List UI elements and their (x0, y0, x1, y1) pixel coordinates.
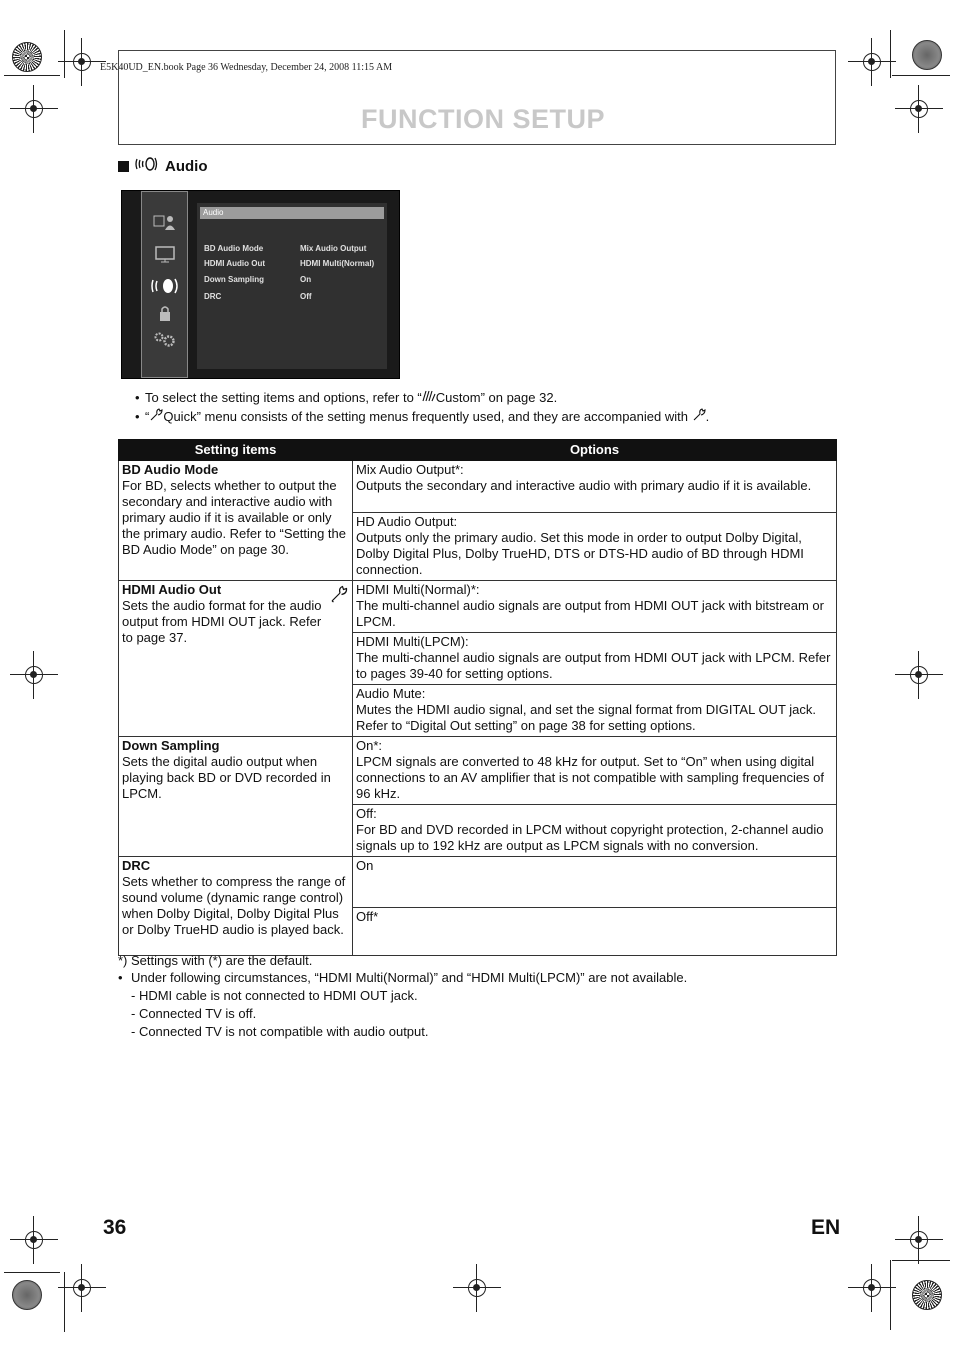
option-cell (353, 581, 837, 633)
option-text: Outputs only the primary audio. Set this mode in order to output Dolby Digital, Dolby Digital Plus, Dolby TrueHD, DTS or DTS-HD audio of BD through HDMI connection. (356, 530, 804, 577)
option-title: HDMI Multi(Normal)*: (356, 582, 480, 597)
quick-link[interactable]: Quick (163, 409, 197, 424)
option-title: HDMI Multi(LPCM): (356, 634, 469, 649)
table-header-options: Options (353, 440, 837, 461)
bullet-item: • To select the setting items and options, refer to “ Custom” on page 32. (135, 388, 709, 407)
note-item: - Connected TV is off. (131, 1006, 257, 1021)
speaker-sound-icon (150, 275, 180, 297)
option-title: HD Audio Output: (356, 514, 458, 529)
registration-mark (22, 663, 46, 687)
table-row (119, 581, 837, 633)
menu-row-label: HDMI Audio Out (204, 259, 266, 268)
setting-item-cell (119, 581, 353, 737)
table-row (119, 857, 837, 908)
option-text: For BD and DVD recorded in LPCM without copyright protection, 2-channel audio signals up to 192 kHz are output as LPCM signals with no conversion. (356, 822, 824, 853)
registration-mark (907, 97, 931, 121)
setting-item-description: Sets the digital audio output when playing back BD or DVD recorded in LPCM. (122, 754, 331, 801)
option-cell (353, 685, 837, 737)
option-text: Mutes the HDMI audio signal, and set the signal format from DIGITAL OUT jack. Refer to “Digital Out setting” on page 38 for setting options. (356, 702, 816, 733)
registration-mark (22, 1228, 46, 1252)
wrench-icon (149, 409, 163, 424)
setting-item-cell (119, 737, 353, 857)
color-registration-disc (12, 42, 42, 72)
language-label: EN (811, 1216, 841, 1239)
default-note: *) Settings with (*) are the default. (118, 953, 313, 968)
option-title: On (356, 858, 374, 873)
table-row (119, 737, 837, 805)
audio-menu-screenshot (121, 190, 400, 379)
color-registration-disc (912, 1280, 942, 1310)
option-cell (353, 737, 837, 805)
setting-item-description: For BD, selects whether to output the secondary and interactive audio with primary audio if it is available or only the primary audio. Refer to “Setting the BD Audio Mode” on page 30. (122, 478, 347, 557)
registration-mark (907, 663, 931, 687)
registration-mark (860, 1276, 884, 1300)
menu-row-label: Down Sampling (204, 275, 264, 284)
option-text: The multi-channel audio signals are output from HDMI OUT jack with bitstream or LPCM. (356, 598, 824, 629)
setting-item-name: DRC (122, 858, 151, 873)
speaker-sound-icon (135, 155, 159, 177)
bullet-item: • “ Quick” menu consists of the setting menus frequently used, and they are accompanied with . (135, 407, 709, 426)
note-bullet: • Under following circumstances, “HDMI Multi(Normal)” and “HDMI Multi(LPCM)” are not available. (118, 970, 688, 985)
note-item: - HDMI cable is not connected to HDMI OUT jack. (131, 988, 418, 1003)
menu-header: Audio (200, 207, 384, 219)
note-item: - Connected TV is not compatible with audio output. (131, 1024, 429, 1039)
setting-item-name: HDMI Audio Out (122, 582, 222, 597)
trim-line (64, 30, 65, 78)
option-cell (353, 461, 837, 513)
quick-wrench-icon (330, 585, 348, 603)
trim-line (890, 30, 891, 78)
option-title: Off: (356, 806, 377, 821)
square-bullet-icon (118, 161, 129, 172)
option-cell (353, 805, 837, 857)
registration-mark (70, 1276, 94, 1300)
custom-icon (422, 390, 436, 405)
option-cell (353, 633, 837, 685)
book-info: E5K40UD_EN.book Page 36 Wednesday, December 24, 2008 11:15 AM (100, 62, 393, 73)
wrench-icon (692, 409, 706, 424)
menu-row-label: BD Audio Mode (204, 244, 264, 253)
person-icon (150, 212, 180, 234)
option-cell (353, 857, 837, 908)
option-title: Off* (356, 909, 379, 924)
section-label: Audio (165, 157, 208, 175)
registration-mark (22, 97, 46, 121)
registration-mark (70, 50, 94, 74)
table-row (119, 461, 837, 513)
trim-line (4, 1272, 60, 1273)
menu-row-value: Mix Audio Output (300, 244, 367, 253)
gray-registration-disc (912, 40, 942, 70)
instruction-bullets (135, 388, 709, 426)
registration-mark (907, 1228, 931, 1252)
footnotes (118, 952, 687, 1040)
menu-sidebar (141, 191, 188, 378)
registration-mark (860, 50, 884, 74)
monitor-icon (150, 244, 180, 266)
option-title: Audio Mute: (356, 686, 426, 701)
setting-item-name: BD Audio Mode (122, 462, 219, 477)
setup-table (118, 439, 837, 956)
lock-icon (150, 304, 180, 326)
trim-line (892, 75, 950, 76)
option-title: On*: (356, 738, 383, 753)
custom-link[interactable]: Custom (435, 390, 481, 405)
option-cell (353, 513, 837, 581)
setting-item-cell (119, 857, 353, 956)
menu-row-value: HDMI Multi(Normal) (300, 259, 375, 268)
registration-mark (465, 1276, 489, 1300)
section-heading (118, 156, 208, 176)
option-text: LPCM signals are converted to 48 kHz for output. Set to “On” when using digital connections to an AV amplifier that is not compatible with sampling frequencies of 96 kHz. (356, 754, 825, 801)
option-cell (353, 908, 837, 956)
setting-item-cell (119, 461, 353, 581)
menu-panel (197, 203, 387, 369)
menu-row-value: Off (300, 292, 312, 301)
option-title: Mix Audio Output*: (356, 462, 464, 477)
trim-line (64, 1272, 65, 1332)
trim-line (890, 1260, 891, 1330)
setting-item-description: Sets whether to compress the range of sound volume (dynamic range control) when Dolby Digital, Dolby Digital Plus or Dolby TrueHD audio is played back. (122, 874, 346, 937)
gears-icon (150, 329, 180, 351)
gray-registration-disc (12, 1280, 42, 1310)
table-header-setting-items: Setting items (119, 440, 353, 461)
menu-row-label: DRC (204, 292, 222, 301)
menu-row-value: On (300, 275, 312, 284)
setting-item-name: Down Sampling (122, 738, 220, 753)
setting-item-description: Sets the audio format for the audio output from HDMI OUT jack. Refer to page 37. (122, 598, 322, 645)
option-text: The multi-channel audio signals are output from HDMI OUT jack with LPCM. Refer to pages 39-40 for setting options. (356, 650, 831, 681)
trim-line (892, 1260, 950, 1261)
table-header-row (119, 440, 837, 461)
trim-line (4, 75, 60, 76)
page-number: 36 (103, 1216, 127, 1239)
page-title: FUNCTION SETUP (360, 104, 605, 134)
option-text: Outputs the secondary and interactive audio with primary audio if it is available. (356, 478, 812, 493)
